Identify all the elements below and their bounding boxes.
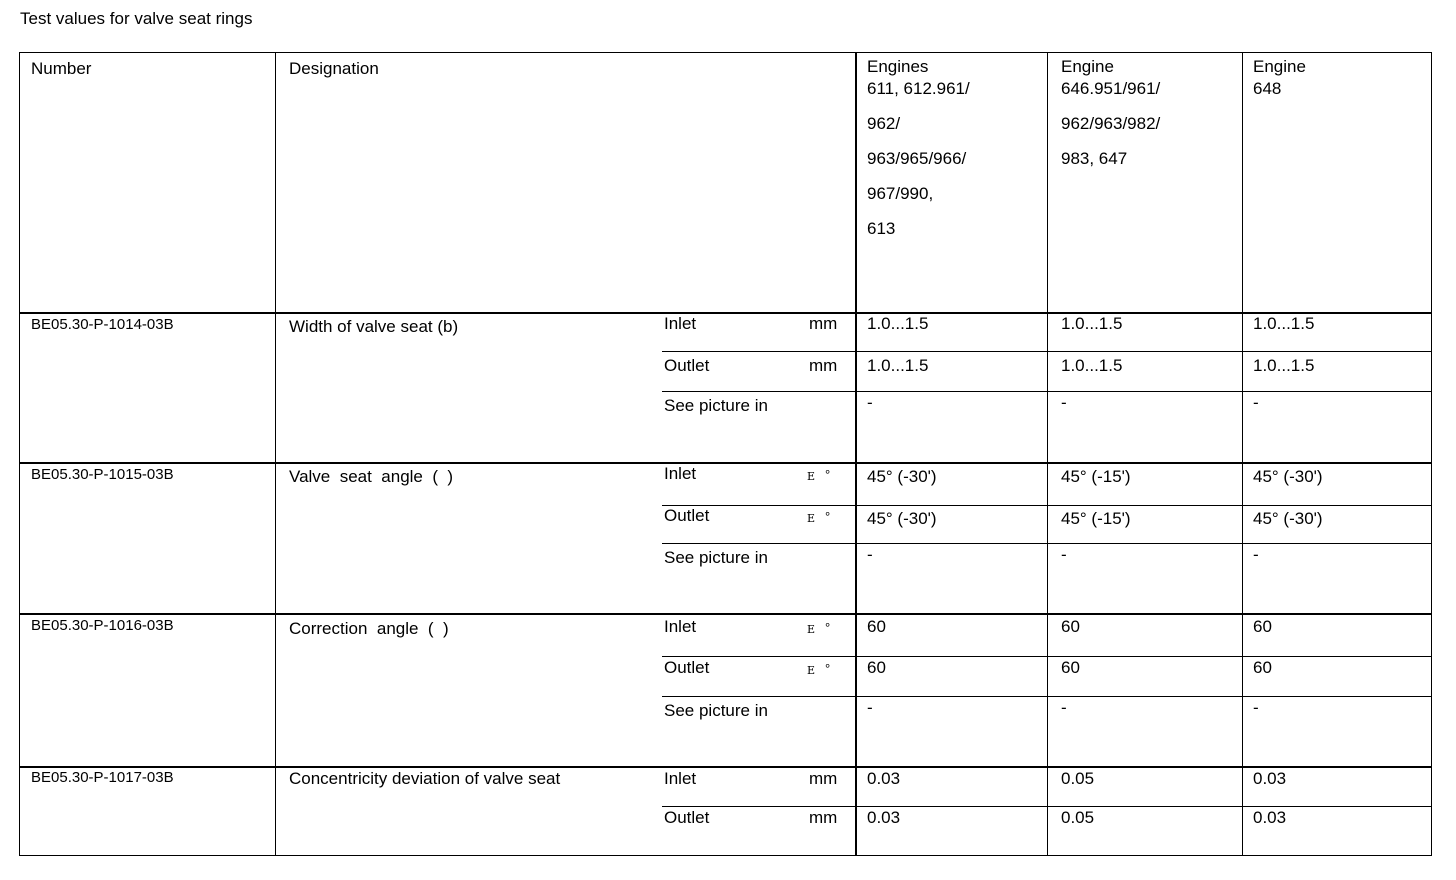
degree-symbol: ° (825, 467, 831, 482)
value-cell: 45° (-15') (1061, 467, 1131, 486)
degree-symbol: ° (825, 509, 831, 524)
value-cell: 1.0...1.5 (867, 314, 929, 333)
row-number: BE05.30-P-1017-03B (31, 769, 174, 786)
page-title: Test values for valve seat rings (20, 9, 253, 28)
subrow-divider (662, 806, 1431, 807)
value-cell: 1.0...1.5 (867, 356, 929, 375)
value-cell: - (1253, 545, 1259, 564)
value-cell: 60 (867, 658, 886, 677)
column-divider (1242, 53, 1243, 855)
unit-mm: mm (809, 769, 838, 788)
row-designation: Valve seat angle ( ) (289, 467, 454, 486)
value-cell: 60 (867, 617, 886, 636)
header-engines-col1 (867, 55, 970, 239)
row-number: BE05.30-P-1015-03B (31, 466, 174, 483)
value-cell: 1.0...1.5 (1253, 356, 1315, 375)
value-cell: 60 (1253, 658, 1272, 677)
value-cell: - (1061, 393, 1067, 412)
sub-label: Inlet (664, 464, 697, 483)
header-line: 983, 647 (1061, 149, 1128, 168)
unit-degree (807, 618, 830, 640)
sub-label: See picture in (664, 548, 768, 567)
header-line: 962/ (867, 114, 901, 133)
value-cell: 45° (-15') (1061, 509, 1131, 528)
row-designation: Width of valve seat (b) (289, 317, 459, 336)
row-number: BE05.30-P-1016-03B (31, 617, 174, 634)
unit-degree (807, 659, 830, 681)
unit-mm: mm (809, 808, 838, 827)
value-cell: - (1253, 393, 1259, 412)
subrow-divider (662, 696, 1431, 697)
sub-label: See picture in (664, 396, 768, 415)
sub-label: Outlet (664, 658, 710, 677)
unit-mm: mm (809, 314, 838, 333)
degree-symbol: ° (825, 661, 831, 676)
row-number: BE05.30-P-1014-03B (31, 316, 174, 333)
subrow-divider (662, 656, 1431, 657)
value-cell: 45° (-30') (1253, 509, 1323, 528)
sub-label: Inlet (664, 617, 697, 636)
value-cell: 1.0...1.5 (1061, 314, 1123, 333)
header-line: Engine (1253, 57, 1306, 76)
header-designation: Designation (289, 59, 379, 78)
value-cell: 0.03 (867, 769, 901, 788)
value-cell: 60 (1253, 617, 1272, 636)
row-divider (20, 613, 1431, 615)
value-cell: 0.05 (1061, 769, 1095, 788)
value-cell: 0.03 (1253, 808, 1287, 827)
header-line: 963/965/966/ (867, 149, 967, 168)
value-cell: 1.0...1.5 (1253, 314, 1315, 333)
row-designation: Correction angle ( ) (289, 619, 449, 638)
value-cell: - (1061, 545, 1067, 564)
value-cell: 60 (1061, 658, 1080, 677)
row-divider (20, 312, 1431, 314)
value-cell: 45° (-30') (867, 467, 937, 486)
value-cell: 45° (-30') (1253, 467, 1323, 486)
header-line: 613 (867, 219, 896, 238)
header-line: Engines (867, 57, 929, 76)
value-cell: 45° (-30') (867, 509, 937, 528)
header-line: Engine (1061, 57, 1114, 76)
value-cell: - (867, 545, 873, 564)
value-cell: 0.03 (867, 808, 901, 827)
e-glyph: E (807, 512, 816, 525)
unit-mm: mm (809, 356, 838, 375)
row-divider (20, 462, 1431, 464)
e-glyph: E (807, 470, 816, 483)
unit-degree (807, 465, 830, 487)
value-cell: - (1253, 698, 1259, 717)
sub-label: Outlet (664, 808, 710, 827)
sub-label: Outlet (664, 506, 710, 525)
unit-degree (807, 507, 830, 529)
header-line: 967/990, (867, 184, 934, 203)
subrow-divider (662, 391, 1431, 392)
column-divider (855, 53, 857, 855)
degree-symbol: ° (825, 620, 831, 635)
row-divider (20, 766, 1431, 768)
e-glyph: E (807, 664, 816, 677)
header-line: 962/963/982/ (1061, 114, 1161, 133)
subrow-divider (662, 543, 1431, 544)
e-glyph: E (807, 623, 816, 636)
header-engine-col3 (1253, 55, 1306, 99)
subrow-divider (662, 505, 1431, 506)
value-cell: - (867, 393, 873, 412)
column-divider (275, 53, 276, 855)
value-cell: 1.0...1.5 (1061, 356, 1123, 375)
header-engine-col2 (1061, 55, 1160, 169)
value-cell: 0.03 (1253, 769, 1287, 788)
sub-label: Outlet (664, 356, 710, 375)
header-line: 648 (1253, 79, 1282, 98)
sub-label: See picture in (664, 701, 768, 720)
value-cell: 60 (1061, 617, 1080, 636)
value-cell: 0.05 (1061, 808, 1095, 827)
row-designation: Concentricity deviation of valve seat (289, 769, 561, 788)
header-line: 611, 612.961/ (867, 79, 970, 98)
value-cell: - (867, 698, 873, 717)
sub-label: Inlet (664, 769, 697, 788)
header-number: Number (31, 59, 92, 78)
column-divider (1047, 53, 1048, 855)
test-values-table (19, 52, 1432, 856)
header-line: 646.951/961/ (1061, 79, 1161, 98)
subrow-divider (662, 351, 1431, 352)
value-cell: - (1061, 698, 1067, 717)
sub-label: Inlet (664, 314, 697, 333)
